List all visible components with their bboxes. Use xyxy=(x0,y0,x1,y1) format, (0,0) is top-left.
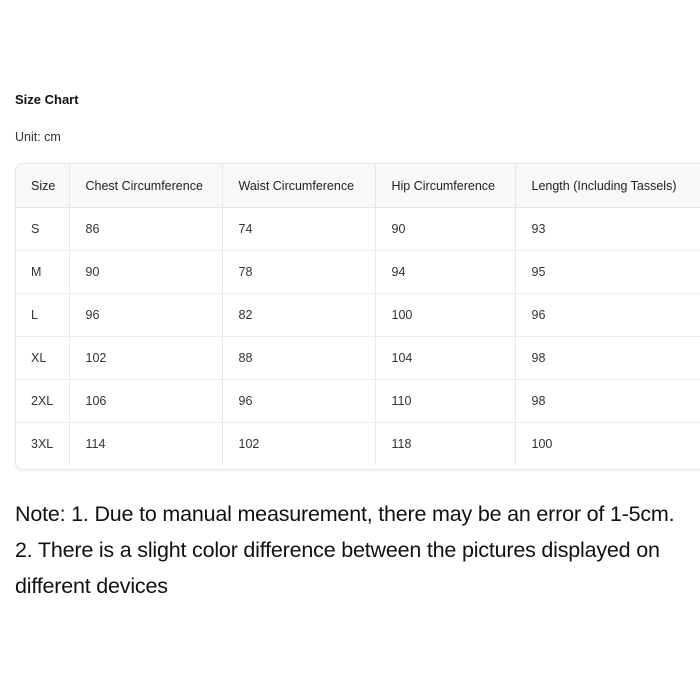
cell-size: XL xyxy=(16,337,69,380)
note-line-3: different devices xyxy=(15,574,168,598)
cell-waist: 96 xyxy=(222,380,375,423)
cell-hip: 110 xyxy=(375,380,515,423)
cell-waist: 78 xyxy=(222,251,375,294)
table-row xyxy=(16,294,700,337)
cell-chest: 106 xyxy=(69,380,222,423)
cell-chest: 90 xyxy=(69,251,222,294)
cell-length: 98 xyxy=(515,380,700,423)
table-row xyxy=(16,380,700,423)
header-chest: Chest Circumference xyxy=(69,164,222,208)
cell-hip: 118 xyxy=(375,423,515,466)
header-hip: Hip Circumference xyxy=(375,164,515,208)
cell-size: 3XL xyxy=(16,423,69,466)
table-row xyxy=(16,251,700,294)
cell-size: M xyxy=(16,251,69,294)
table-header-row xyxy=(16,164,700,208)
cell-hip: 90 xyxy=(375,208,515,251)
cell-size: 2XL xyxy=(16,380,69,423)
cell-waist: 74 xyxy=(222,208,375,251)
cell-waist: 88 xyxy=(222,337,375,380)
cell-chest: 86 xyxy=(69,208,222,251)
table-row xyxy=(16,208,700,251)
header-waist: Waist Circumference xyxy=(222,164,375,208)
cell-length: 93 xyxy=(515,208,700,251)
cell-waist: 82 xyxy=(222,294,375,337)
cell-size: L xyxy=(16,294,69,337)
cell-hip: 100 xyxy=(375,294,515,337)
table-row xyxy=(16,337,700,380)
cell-size: S xyxy=(16,208,69,251)
cell-hip: 94 xyxy=(375,251,515,294)
cell-waist: 102 xyxy=(222,423,375,466)
measurement-note xyxy=(15,496,695,604)
size-chart-title: Size Chart xyxy=(15,92,79,107)
note-line-2: 2. There is a slight color difference between the pictures displayed on xyxy=(15,538,660,562)
cell-length: 95 xyxy=(515,251,700,294)
size-table xyxy=(16,164,700,465)
table-row xyxy=(16,423,700,466)
cell-length: 96 xyxy=(515,294,700,337)
cell-length: 98 xyxy=(515,337,700,380)
size-table-container xyxy=(15,163,700,470)
cell-chest: 96 xyxy=(69,294,222,337)
cell-length: 100 xyxy=(515,423,700,466)
cell-chest: 114 xyxy=(69,423,222,466)
note-line-1: Note: 1. Due to manual measurement, there may be an error of 1-5cm. xyxy=(15,502,675,526)
cell-hip: 104 xyxy=(375,337,515,380)
unit-label: Unit: cm xyxy=(15,130,61,144)
cell-chest: 102 xyxy=(69,337,222,380)
header-size: Size xyxy=(16,164,69,208)
header-length: Length (Including Tassels) xyxy=(515,164,700,208)
